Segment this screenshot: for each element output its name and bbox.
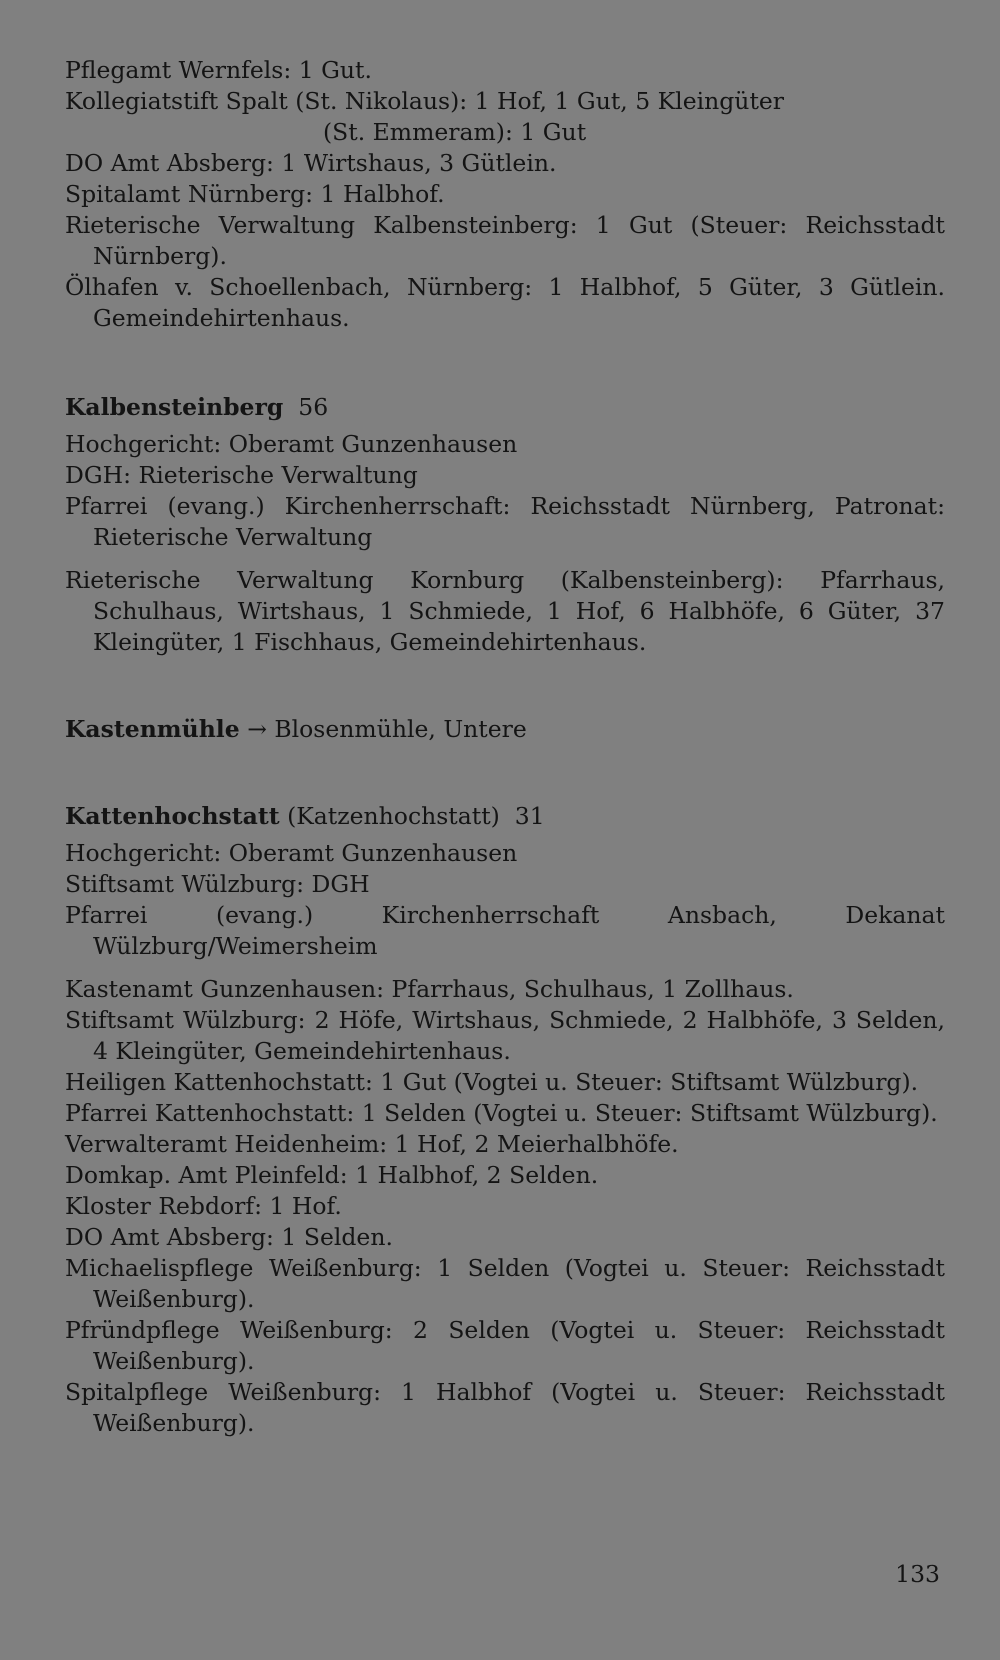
holding-line: Kastenamt Gunzenhausen: Pfarrhaus, Schulhaus, 1 Zollhaus.: [65, 975, 794, 1003]
holding-line: Rieterische Verwaltung Kalbensteinberg: 1 Gut (Steuer: Reichsstadt Nürnberg).: [65, 211, 945, 270]
holding-line: (St. Emmeram): 1 Gut: [323, 118, 587, 146]
entry-heading: [65, 801, 945, 832]
holding-line: Ölhafen v. Schoellenbach, Nürnberg: 1 Halbhof, 5 Güter, 3 Gütlein. Gemeindehirtenhaus.: [65, 273, 945, 332]
holdings-paragraph: Rieterische Verwaltung Kornburg (Kalbensteinberg): Pfarrhaus, Schulhaus, Wirtshaus, 1 Schmiede, 1 Hof, 6 Halbhöfe, 6 Güter, 37 Kleingüter, 1 Fischhaus, Gemeindehirtenhaus.: [65, 566, 945, 656]
entry-heading: [65, 714, 945, 745]
page-body: [65, 55, 945, 1439]
arrow-icon: →: [247, 715, 267, 743]
holding-line: DO Amt Absberg: 1 Selden.: [65, 1223, 393, 1251]
pfarrei-line: Pfarrei (evang.) Kirchenherrschaft Ansbach, Dekanat Wülzburg/Weimersheim: [65, 901, 945, 960]
entry-number: 31: [514, 802, 545, 830]
holding-line: Pfründpflege Weißenburg: 2 Selden (Vogtei u. Steuer: Reichsstadt Weißenburg).: [65, 1316, 945, 1375]
entry-name: Kattenhochstatt: [65, 802, 280, 830]
entry-kalbensteinberg: [65, 392, 945, 658]
holding-line: Kloster Rebdorf: 1 Hof.: [65, 1192, 342, 1220]
page-number: 133: [895, 1560, 940, 1588]
entry-kastenmuehle: [65, 714, 945, 745]
hochgericht-line: Hochgericht: Oberamt Gunzenhausen: [65, 430, 518, 458]
holding-line: Domkap. Amt Pleinfeld: 1 Halbhof, 2 Selden.: [65, 1161, 599, 1189]
holding-line: Verwalteramt Heidenheim: 1 Hof, 2 Meierhalbhöfe.: [65, 1130, 679, 1158]
holding-line: Kollegiatstift Spalt (St. Nikolaus): 1 Hof, 1 Gut, 5 Kleingüter: [65, 87, 785, 115]
entry-heading: [65, 392, 945, 423]
hochgericht-line: Hochgericht: Oberamt Gunzenhausen: [65, 839, 518, 867]
pfarrei-line: Pfarrei (evang.) Kirchenherrschaft: Reichsstadt Nürnberg, Patronat: Rieterische Verwaltung: [65, 492, 945, 551]
holding-line: Pfarrei Kattenhochstatt: 1 Selden (Vogtei u. Steuer: Stiftsamt Wülzburg).: [65, 1099, 938, 1127]
cross-reference: Blosenmühle, Untere: [274, 715, 527, 743]
entry-name: Kastenmühle: [65, 715, 240, 743]
holding-line: Spitalpflege Weißenburg: 1 Halbhof (Vogtei u. Steuer: Reichsstadt Weißenburg).: [65, 1378, 945, 1437]
holding-line: Spitalamt Nürnberg: 1 Halbhof.: [65, 180, 445, 208]
holding-line: Stiftsamt Wülzburg: 2 Höfe, Wirtshaus, Schmiede, 2 Halbhöfe, 3 Selden, 4 Kleingüter, Gemeindehirtenhaus.: [65, 1006, 945, 1065]
holding-line: Michaelispflege Weißenburg: 1 Selden (Vogtei u. Steuer: Reichsstadt Weißenburg).: [65, 1254, 945, 1313]
dgh-line: Stiftsamt Wülzburg: DGH: [65, 870, 370, 898]
entry-kattenhochstatt: [65, 801, 945, 1439]
entry-number: 56: [298, 393, 329, 421]
holding-line: Heiligen Kattenhochstatt: 1 Gut (Vogtei u. Steuer: Stiftsamt Wülzburg).: [65, 1068, 919, 1096]
dgh-line: DGH: Rieterische Verwaltung: [65, 461, 418, 489]
entry-continuation: [65, 55, 945, 334]
holding-line: Pflegamt Wernfels: 1 Gut.: [65, 56, 372, 84]
holding-line: DO Amt Absberg: 1 Wirtshaus, 3 Gütlein.: [65, 149, 557, 177]
entry-alt-name: (Katzenhochstatt): [287, 802, 500, 830]
entry-name: Kalbensteinberg: [65, 393, 284, 421]
